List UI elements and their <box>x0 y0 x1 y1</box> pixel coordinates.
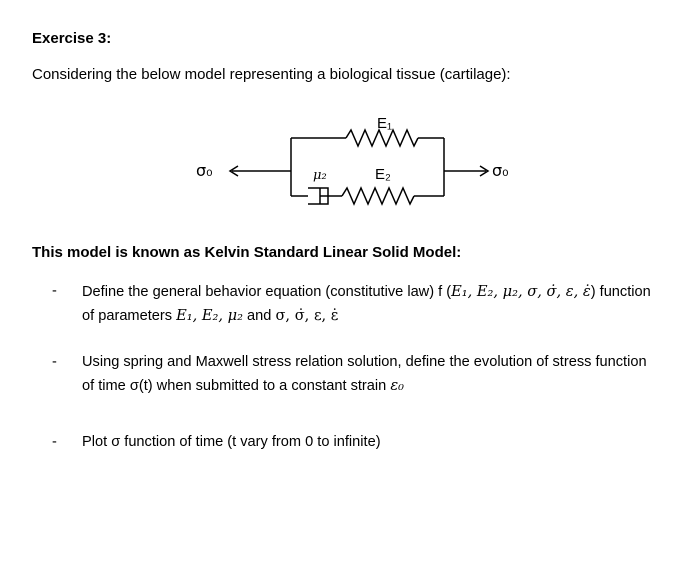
exercise-title: Exercise 3: <box>32 30 112 47</box>
spring-e1 <box>346 130 418 146</box>
list-bullet: - <box>52 434 57 450</box>
exercise-intro: Considering the below model representing a biological tissue (cartilage): <box>32 66 511 83</box>
e2-label: E₂ <box>375 166 391 183</box>
list-item-text: Using spring and Maxwell stress relation solution, define the evolution of stress function of time σ(t) when submitted to a constant strain ε₀ <box>82 354 647 394</box>
list-item-text: Define the general behavior equation (constitutive law) f (E₁, E₂, μ₂, σ, σ̇, ε, ε̇) function of parameters E₁, E₂, μ₂ and σ, σ̇, ε, ε̇ <box>82 283 651 324</box>
spring-e2 <box>342 188 414 204</box>
sigma-right-label: σ₀ <box>492 161 509 180</box>
list-bullet: - <box>52 354 57 370</box>
strain-symbol: ε₀ <box>390 377 405 394</box>
list-bullet: - <box>52 283 57 299</box>
sigma-left-label: σ₀ <box>196 161 213 180</box>
list-item-text: Plot σ function of time (t vary from 0 to infinite) <box>82 434 381 450</box>
parameter-list: E₁, E₂, μ₂ <box>176 307 243 324</box>
model-heading: This model is known as Kelvin Standard Linear Solid Model: <box>32 244 462 261</box>
variable-list: σ, σ̇, ε, ε̇ <box>275 307 339 324</box>
kelvin-model-diagram <box>196 110 526 208</box>
equation-args: E₁, E₂, μ₂, σ, σ̇, ε, ε̇ <box>451 283 591 300</box>
mu2-label: μ₂ <box>313 168 327 183</box>
e1-label: E₁ <box>377 115 393 132</box>
